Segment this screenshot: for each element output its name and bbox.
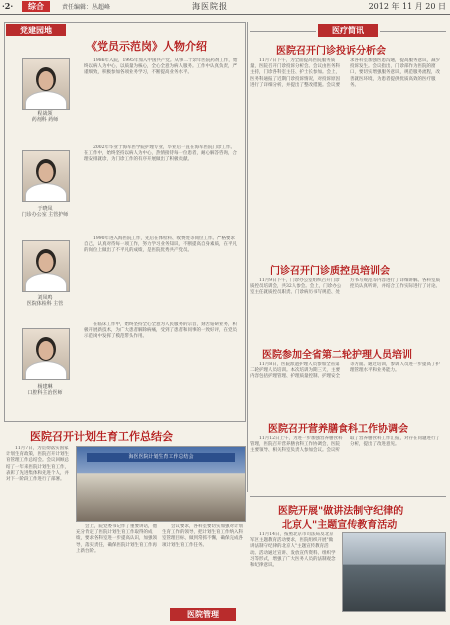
divider xyxy=(380,31,446,32)
legal-campaign-title-line2: 北京人"主题宣传教育活动 xyxy=(282,520,398,531)
portrait-photo-4 xyxy=(22,328,70,380)
article-title: 医院参加全省第二轮护理人员培训 xyxy=(262,350,412,361)
editor-credit: 责任编辑：丛超峰 xyxy=(62,4,111,11)
divider xyxy=(250,496,446,497)
fp-paragraph: 11月7日，为贯彻落实国家计划生育政策，医院召开计划生育管理工作总结会。会议回顾总结了一年来医院计划生育工作，表彰了先进集体和先进个人，并对下一阶段工作进行了部署。 xyxy=(6,446,69,483)
person-role: 医院体检科 主管 xyxy=(26,301,64,307)
person-name: 程战领 xyxy=(37,111,53,117)
campaign-photo xyxy=(342,532,446,612)
person-bio-4 xyxy=(84,322,239,414)
family-planning-title: 医院召开计划生育工作总结会 xyxy=(30,430,173,443)
legal-text: 11月14日，按照北京市司法局及北京军区主题教育活动要求，医院组织开展"做讲法制守纪律的北京人"主题宣传教育活动。活动通过宣讲、发放宣传资料、组织学习等形式，增强了广大医务人员的法制观念和纪律意识。 xyxy=(250,532,336,569)
article-text: 11月12日上午，为进一步加强营养膳食科管理，医院召开营养膳食科工作协调会，医院主要领导、相关科室负责人参加会议。会议听取了营养膳食科工作汇报，对存在问题进行了分析，提出了改进意见。 xyxy=(250,436,440,454)
portrait-photo-1 xyxy=(22,58,70,110)
family-planning-col3 xyxy=(162,524,244,604)
person-role: 门诊办公室 主管护师 xyxy=(21,212,69,218)
bio-paragraph: 1990年进入海医院工作，先后在体检科、收费处等岗位工作。严格要求自己，认真对待每一项工作，努力学习业务知识，不断提高自身素质，在平凡的岗位上做出了不平凡的成绩，是医院优秀共产党员。 xyxy=(84,236,237,254)
person-name: 刘凤鸣 xyxy=(37,295,53,301)
party-building-tag: 党建园地 xyxy=(6,24,66,36)
article-text: 11月8日，医院派遣护理人员参加全省第二轮护理人员培训。本次培训为期三天，主要内容包括护理管理、护理质量控制、护理安全等方面。通过培训，参训人员进一步提高了护理管理水平和业务能力。 xyxy=(250,362,440,380)
section-badge: 综合 xyxy=(22,1,50,12)
article-body xyxy=(250,58,444,256)
page-header xyxy=(0,0,450,15)
article-body xyxy=(250,362,444,414)
party-title: 《党员示范岗》人物介绍 xyxy=(86,40,207,53)
article-title: 医院召开营养膳食科工作协调会 xyxy=(268,424,408,435)
meeting-photo xyxy=(76,446,246,522)
person-name: 杨建琳 xyxy=(37,384,53,390)
masthead: 海医院报 xyxy=(192,2,228,11)
issue-date: 2012 年 11 月 20 日 xyxy=(368,2,446,11)
article-body xyxy=(250,278,444,340)
legal-campaign-title-line1: 医院开展"做讲法制守纪律的 xyxy=(278,506,404,517)
article-title: 医院召开门诊投诉分析会 xyxy=(276,46,386,57)
family-planning-col1 xyxy=(6,446,72,622)
person-role: 口腔科主治医师 xyxy=(27,390,63,396)
bio-paragraph: 在临床工作中，始终坚持全心全意为人民服务的宗旨，刻苦钻研业务，积极开展新技术，为广大患者解除病痛，受到了患者和同事的一致好评，在党员示范岗中发挥了模范带头作用。 xyxy=(84,322,237,340)
article-text: 11月9日下午，门诊办公室组织召开门诊质控员培训会，共32人参会。会上，门诊办公室主任就质控员职责、门诊病历书写规范、处方书写规范等内容进行了详细讲解。各科室质控员认真听讲，并结合工作实际进行了讨论。 xyxy=(250,278,440,296)
hospital-management-tag: 医院管理 xyxy=(170,608,236,621)
page-number: ·2· xyxy=(2,1,14,11)
article-title: 门诊召开门诊质控员培训会 xyxy=(270,266,390,277)
fp-paragraph: 会上，院党委书记作了重要讲话，他充分肯定了医院计划生育工作取得的成绩，要求各科室进一步提高认识，加强领导，落实责任，确保医院计划生育工作再上新台阶。 xyxy=(76,524,157,554)
legal-campaign-body xyxy=(250,532,336,622)
meeting-banner: 海医医院计划生育工作总结会 xyxy=(87,453,235,462)
family-planning-col2 xyxy=(76,524,158,622)
person-role: 药剂科 药师 xyxy=(31,117,59,123)
person-bio-3 xyxy=(84,236,239,316)
person-name: 于晓凤 xyxy=(37,206,53,212)
divider xyxy=(250,31,316,32)
article-body xyxy=(250,436,444,492)
fp-paragraph: 会议要求，各科室要切实加强对计划生育工作的领导，把计划生育工作纳入科室管理目标，做到常抓不懈，确保完成各项计划生育工作任务。 xyxy=(162,524,243,548)
divider xyxy=(247,22,248,492)
portrait-photo-3 xyxy=(22,240,70,292)
bio-paragraph: 2002年毕业于海军医学院护理专业，毕业后一直在海军医院门诊工作。在工作中，始终坚持以病人为中心，热情接待每一位患者，耐心解答咨询，合理安排就诊，为门诊工作的有序开展做出了积极贡献。 xyxy=(84,145,237,163)
portrait-photo-2 xyxy=(22,150,70,202)
article-text: 11月7日下午，为全面提高医院服务质量，医院召开门诊投诉分析会。会议由医务科主持，门诊各科室主任、护士长参加。会上，医务科通报了近期门诊投诉情况，对投诉原因进行了详细分析，并提出了整改措施。会议要求各科室加强医患沟通，提高服务意识，减少投诉发生。会议指出，门诊部作为医院的窗口，要切实增强服务意识，规范服务流程，改善就医环境，为患者提供优质高效的医疗服务。 xyxy=(250,58,440,88)
person-bio-1 xyxy=(84,58,239,138)
person-bio-2 xyxy=(84,145,239,230)
medical-news-tag: 医疗简讯 xyxy=(318,24,378,37)
bio-paragraph: 1986年入院，1995年加入中国共产党。从事二十余年医院药剂工作，始终以病人为中心，以质量为核心，全心全意为病人服务。工作中认真负责，严谨细致，积极参加各项业务学习，不断提高业务水平。 xyxy=(84,58,238,76)
